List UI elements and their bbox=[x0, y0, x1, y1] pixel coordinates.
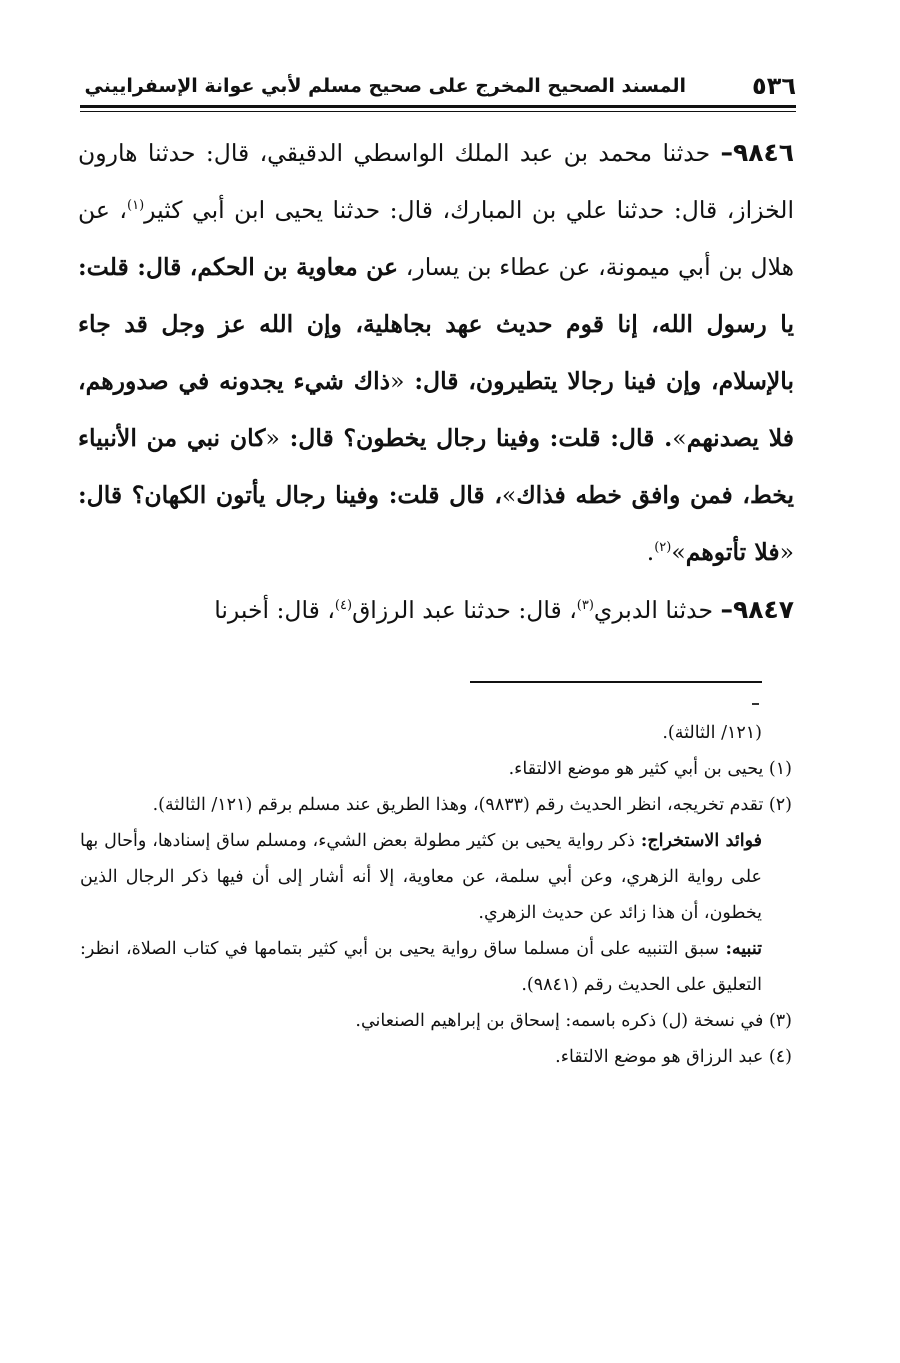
benefits-label: فوائد الاستخراج: bbox=[640, 831, 762, 851]
header-rule-thin bbox=[80, 111, 796, 112]
footnote-continuation-mark bbox=[752, 703, 759, 705]
footnote-separator bbox=[470, 681, 762, 683]
hadith-9847 bbox=[78, 581, 794, 639]
hadith-text-bold: ، قال قلت: وفينا رجال يأتون الكهان؟ قال: bbox=[78, 481, 502, 509]
prophetic-saying: كان نبي من الأنبياء يخط، فمن وافق خطه فذاك bbox=[78, 424, 794, 509]
quote-mark: » bbox=[671, 538, 686, 566]
quote-mark: « bbox=[390, 367, 405, 395]
footnote-3: (٣) في نسخة (ل) ذكره باسمه: إسحاق بن إبراهيم الصنعاني. bbox=[355, 1011, 792, 1031]
quote-mark: » bbox=[672, 424, 687, 452]
page-header bbox=[80, 70, 796, 102]
footnotes bbox=[80, 715, 792, 1075]
quote-mark: « bbox=[265, 424, 280, 452]
quote-mark: » bbox=[501, 481, 517, 509]
hadith-text: حدثنا محمد بن عبد الملك الواسطي الدقيقي، قال: حدثنا هارون الخزاز، قال: حدثنا علي بن المبارك، قال: حدثنا يحيى ابن أبي كثير bbox=[78, 139, 794, 224]
footnote-1: (١) يحيى بن أبي كثير هو موضع الالتقاء. bbox=[508, 759, 792, 779]
note-text: سبق التنبيه على أن مسلما ساق رواية يحيى بن أبي كثير بتمامها في كتاب الصلاة، انظر: التعليق على الحديث رقم (٩٨٤١). bbox=[80, 939, 762, 995]
prophetic-saying: ذاك شيء يجدونه في صدورهم، فلا يصدنهم bbox=[78, 367, 794, 452]
running-title: المسند الصحيح المخرج على صحيح مسلم لأبي عوانة الإسفراييني bbox=[84, 75, 686, 97]
footnote-ref: (١) bbox=[127, 198, 145, 213]
hadith-text: ، قال: حدثنا عبد الرزاق bbox=[352, 596, 577, 624]
footnote-benefits bbox=[80, 823, 792, 931]
footnote-note bbox=[80, 931, 792, 1003]
note-label: تنبيه: bbox=[725, 939, 762, 959]
footnote-ref: (٤) bbox=[334, 598, 353, 613]
page-number: ٥٣٦ bbox=[752, 72, 796, 100]
footnote-4: (٤) عبد الرزاق هو موضع الالتقاء. bbox=[555, 1047, 792, 1067]
main-text bbox=[78, 124, 794, 639]
hadith-text: حدثنا الدبري bbox=[593, 596, 721, 624]
hadith-9846 bbox=[78, 124, 794, 581]
footnote-ref: (٣) bbox=[576, 598, 594, 613]
footnote-carryover: (١٢١/ الثالثة). bbox=[662, 723, 762, 743]
footnote-2: (٢) تقدم تخريجه، انظر الحديث رقم (٩٨٣٣)، وهذا الطريق عند مسلم برقم (١٢١/ الثالثة). bbox=[152, 795, 792, 815]
footnote-ref: (٢) bbox=[654, 540, 672, 555]
hadith-text-bold: عن معاوية بن الحكم، قال: قلت: يا رسول الله، إنا قوم حديث عهد بجاهلية، وإن الله عز وجل قد جاء بالإسلام، وإن فينا رجالا يتطيرون، قال: bbox=[78, 253, 794, 395]
header-rule-thick bbox=[80, 105, 796, 108]
benefits-text: ذكر رواية يحيى بن كثير مطولة بعض الشيء، ومسلم ساق إسنادها، وأحال بها على رواية الزهري، وعن أبي سلمة، عن معاوية، إلا أنه أشار إلى أن فيها ذكر الرجال الذين يخطون، أن هذا زائد عن حديث الزهري. bbox=[80, 831, 762, 923]
hadith-text-bold: . قال: قلت: وفينا رجال يخطون؟ قال: bbox=[279, 424, 673, 452]
hadith-number: ٩٨٤٧– bbox=[720, 595, 794, 624]
hadith-number: ٩٨٤٦– bbox=[720, 138, 794, 167]
hadith-text: ، عن هلال بن أبي ميمونة، عن عطاء بن يسار، bbox=[78, 196, 794, 281]
prophetic-saying: فلا تأتوهم bbox=[685, 538, 780, 566]
hadith-text: ، قال: أخبرنا bbox=[214, 596, 335, 624]
quote-mark: « bbox=[779, 538, 794, 566]
hadith-text: . bbox=[646, 538, 655, 566]
